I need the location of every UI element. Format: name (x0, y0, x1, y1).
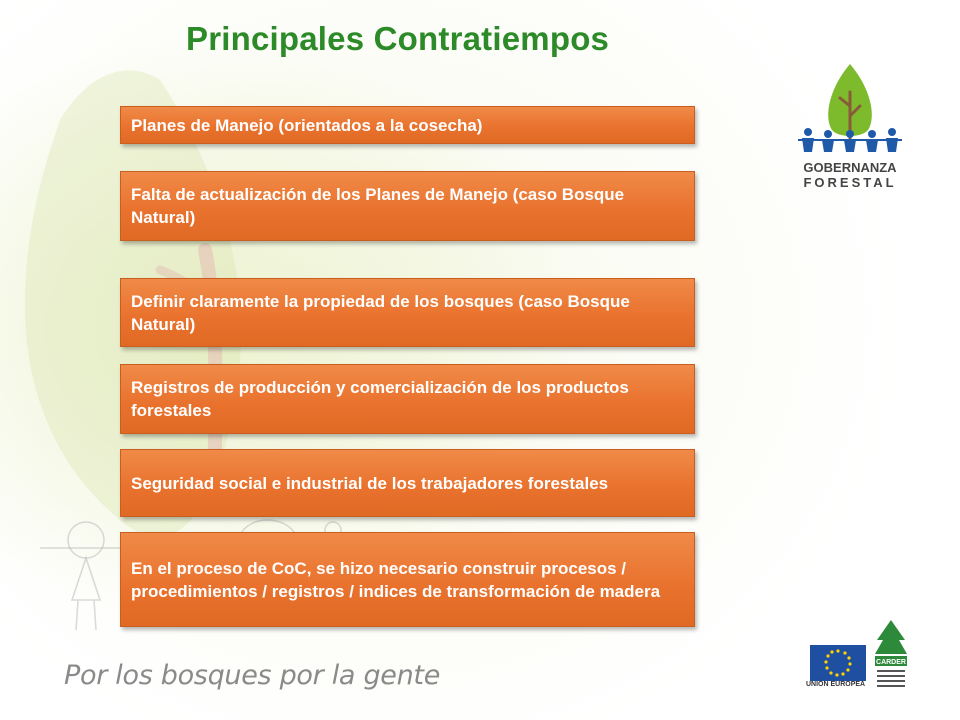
obstacle-item-text: Falta de actualización de los Planes de Manejo (caso Bosque Natural) (131, 185, 625, 227)
carder-logo (873, 618, 909, 696)
obstacle-item-text: En el proceso de CoC, se hizo necesario construir procesos / procedimientos / registros / indices de transformación de madera (131, 558, 661, 601)
obstacle-item-text: Seguridad social e industrial de los trabajadores forestales (131, 473, 609, 493)
obstacle-item-text: Registros de producción y comercialización de los productos forestales (131, 378, 629, 420)
logo-line2: FORESTAL (803, 175, 897, 190)
slogan-text: Por los bosques por la gente (64, 660, 441, 691)
eu-flag-logo (808, 643, 870, 699)
gobernanza-forestal-logo (794, 60, 906, 190)
obstacle-item-3 (120, 278, 695, 347)
obstacle-item-text: Planes de Manejo (orientados a la cosecha) (131, 115, 483, 135)
obstacle-item-1 (120, 106, 695, 144)
carder-label: CARDER (876, 659, 906, 666)
obstacle-item-2 (120, 171, 695, 241)
obstacle-item-4 (120, 364, 695, 434)
obstacle-item-6 (120, 532, 695, 627)
obstacle-item-text: Definir claramente la propiedad de los bosques (caso Bosque Natural) (131, 291, 630, 334)
logo-line1: GOBERNANZA (803, 160, 897, 175)
obstacle-item-5 (120, 449, 695, 517)
page-title: Principales Contratiempos (186, 20, 610, 57)
eu-label: UNIÓN EUROPEA (806, 681, 866, 688)
